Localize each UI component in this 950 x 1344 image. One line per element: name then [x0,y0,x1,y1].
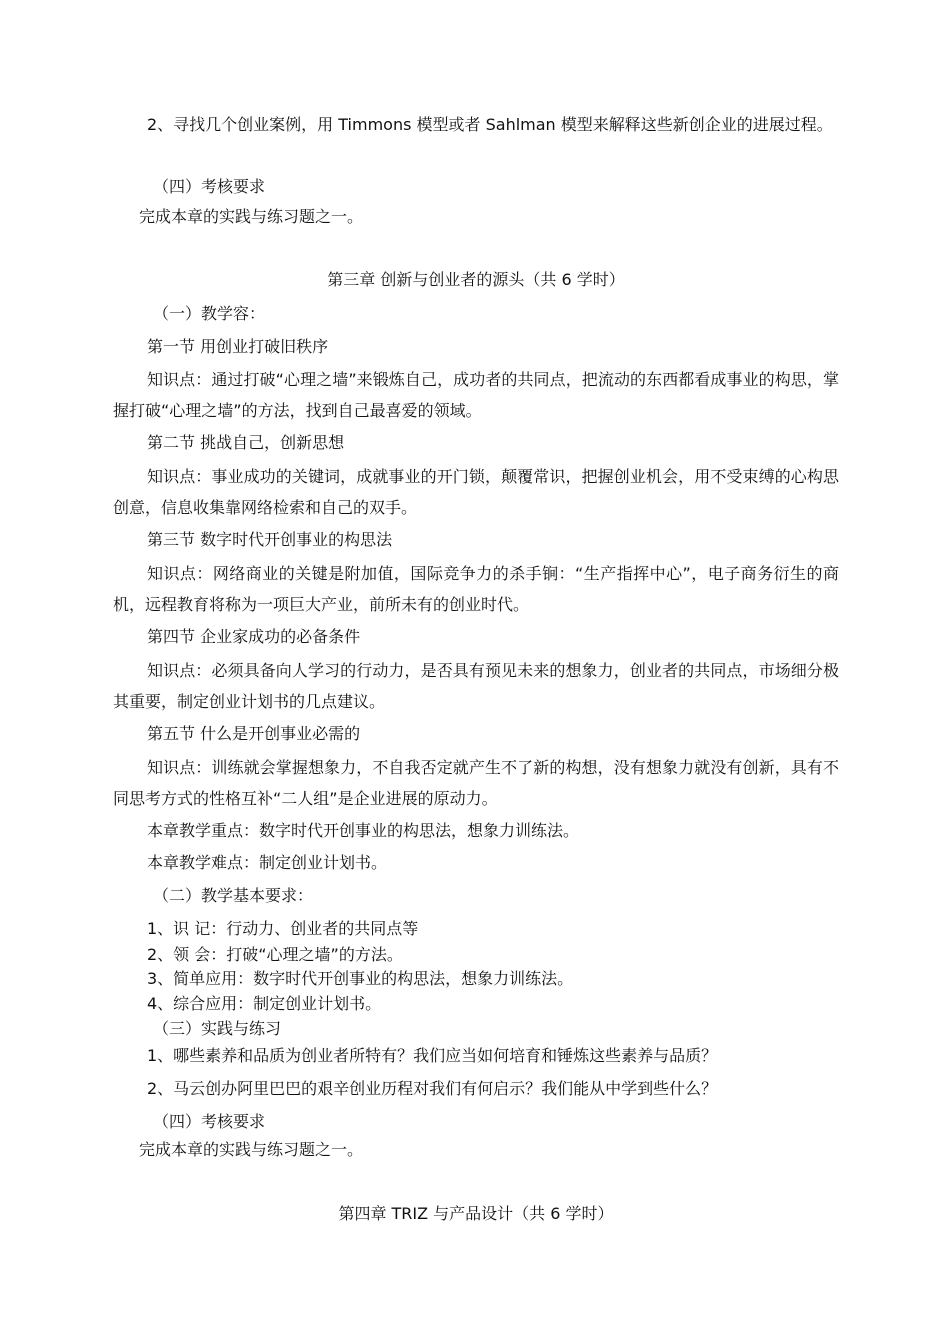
exercise-item-2-previous-chapter: 2、寻找几个创业案例，用 Timmons 模型或者 Sahlman 模型来解释这些新创企业的进展过程。 [147,115,833,134]
section-3-title: 第三节 数字时代开创事业的构思法 [147,530,393,549]
section-5-title: 第五节 什么是开创事业必需的 [147,724,361,743]
chapter-4-title: 第四章 TRIZ 与产品设计（共 6 学时） [338,1204,614,1223]
section-1-knowledge-points: 知识点：通过打破“心理之墙”来锻炼自己，成功者的共同点，把流动的东西都看成事业的构思，掌握打破“心理之墙”的方法，找到自己最喜爱的领域。 [113,370,839,420]
section-5-knowledge-points: 知识点：训练就会掌握想象力，不自我否定就产生不了新的构想，没有想象力就没有创新，具有不同思考方式的性格互补“二人组”是企业进展的原动力。 [113,758,839,808]
requirement-memorize: 1、识 记：行动力、创业者的共同点等 [147,919,419,938]
section-heading-assessment: （四）考核要求 [153,177,266,196]
practice-question-2: 2、马云创办阿里巴巴的艰辛创业历程对我们有何启示？我们能从中学到些什么？ [147,1079,718,1098]
chapter-difficult-points: 本章教学难点：制定创业计划书。 [147,853,388,872]
assessment-text-2: 完成本章的实践与练习题之一。 [139,1140,364,1159]
requirement-comprehensive-application: 4、综合应用：制定创业计划书。 [147,994,382,1013]
section-heading-assessment-2: （四）考核要求 [153,1112,266,1131]
chapter-3-title: 第三章 创新与创业者的源头（共 6 学时） [327,270,625,289]
section-2-title: 第二节 挑战自己，创新思想 [147,433,345,452]
section-heading-practice: （三）实践与练习 [153,1019,282,1038]
section-4-knowledge-points: 知识点：必须具备向人学习的行动力，是否具有预见未来的想象力，创业者的共同点，市场细分极其重要，制定创业计划书的几点建议。 [113,661,839,711]
requirement-simple-application: 3、简单应用：数字时代开创事业的构思法，想象力训练法。 [147,969,574,988]
section-2-knowledge-points: 知识点：事业成功的关键词，成就事业的开门锁，颠覆常识，把握创业机会，用不受束缚的心构思创意，信息收集靠网络检索和自己的双手。 [113,467,839,517]
section-heading-teaching-content: （一）教学容： [153,304,266,323]
section-1-title: 第一节 用创业打破旧秩序 [147,337,329,356]
assessment-text: 完成本章的实践与练习题之一。 [139,207,364,226]
requirement-understand: 2、领 会：打破“心理之墙”的方法。 [147,945,403,964]
section-4-title: 第四节 企业家成功的必备条件 [147,627,361,646]
section-heading-basic-requirements: （二）教学基本要求： [153,886,314,905]
chapter-key-points: 本章教学重点：数字时代开创事业的构思法，想象力训练法。 [147,821,580,840]
practice-question-1: 1、哪些素养和品质为创业者所特有？我们应当如何培育和锤炼这些素养与品质？ [147,1046,718,1065]
section-3-knowledge-points: 知识点：网络商业的关键是附加值，国际竞争力的杀手锏：“生产指挥中心”，电子商务衍生的商机，远程教育将称为一项巨大产业，前所未有的创业时代。 [113,564,839,614]
